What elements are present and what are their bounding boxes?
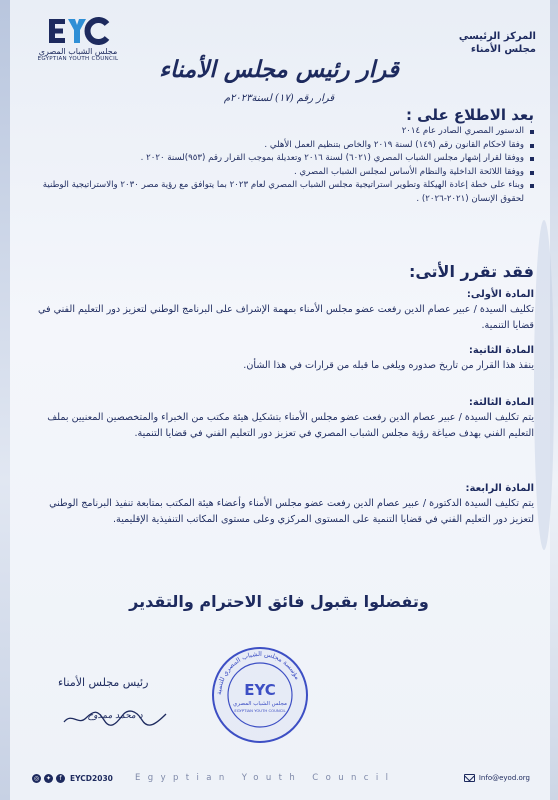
stamp-arabic-name: مجلس الشباب المصري [233,701,287,707]
header-department [459,30,536,56]
article-title: المادة الرابعة: [465,483,534,494]
preamble-item: الدستور المصري الصادر عام ٢٠١٤ [30,125,534,139]
social-handle: EYCD2030 [70,774,113,783]
document-title: قرار رئيس مجلس الأمناء [159,56,399,83]
logo-arabic-name: مجلس الشباب المصري [38,47,118,56]
article-4 [28,482,534,527]
decision-number: قرار رقم (١٧) لسنة٢٠٢٣م [223,93,335,104]
right-decorative-strip [550,0,558,800]
preamble-heading: بعد الاطلاع على : [405,106,534,124]
article-2 [28,344,534,374]
facebook-icon[interactable]: f [56,774,65,783]
header-line-2: مجلس الأمناء [470,44,536,55]
twitter-icon[interactable]: ✦ [45,775,52,782]
closing-greeting: وتفضلوا بقبول فائق الاحترام والتقدير [129,592,429,611]
article-text: يتم تكليف السيدة الدكتورة / عبير عصام الدين رفعت عضو مجلس الأمناء وأعضاء هيئة المكتب بمتابعة تنفيذ البرنامج الوطني لتعزيز دور التعليم الفني في قضايا التنمية على المستوى المركزي وعلى مستوى المكاتب التنفيذية الإقليمية. [49,498,534,525]
signatory-title: رئيس مجلس الأمناء [58,676,149,689]
decision-heading: فقد تقرر الأتى: [408,262,534,281]
signature-name: د محمد ممدوح [87,711,143,721]
preamble-list [30,125,534,206]
stamp-logo-mark: EYC [244,681,276,699]
logo-english-name: EGYPTIAN YOUTH COUNCIL [37,56,119,62]
stamp-ring-text: مؤسسة مجلس الشباب المصري للتنمية [214,649,302,696]
email-address[interactable]: Info@eyod.org [478,774,530,782]
article-3 [28,396,534,441]
article-title: المادة الثانية: [468,345,534,356]
article-title: المادة الأولى: [466,289,534,300]
mail-icon [464,774,475,782]
article-text: ينفذ هذا القرار من تاريخ صدوره ويلغى ما قبله من قرارات في هذا الشأن. [243,360,534,371]
footer [0,770,558,790]
preamble-item: وبناء على خطة إعادة الهيكلة وتطوير استراتيجية مجلس الشباب المصري لعام ٢٠٢٣ بما يتوافق مع رؤية مصر ٢٠٣٠ والاستراتيجية الوطنية لحقوق الإنسان (٢٠٢١-٢٠٢٦) . [30,179,534,206]
instagram-icon[interactable]: ◎ [33,775,40,782]
email-contact[interactable] [464,774,530,782]
stamp-english-name: EGYPTIAN YOUTH COUNCIL [234,708,286,713]
social-links [32,774,65,783]
preamble-item: ووفقا لقرار إشهار مجلس الشباب المصري (٦٠٢١) لسنة ٢٠١٦ وتعديلة بموجب القرار رقم (٩٥٣)لسنة ٢٠٢٠ . [30,152,534,166]
left-decorative-strip [0,0,10,800]
article-text: تكليف السيدة / عبير عصام الدين رفعت عضو مجلس الأمناء بمهمة الإشراف على البرنامج الوطني لتعزيز دور التعليم الفني في قضايا التنمية. [38,304,534,331]
article-1 [28,288,534,333]
article-title: المادة الثالثة: [468,397,534,408]
official-stamp [210,645,310,745]
header-line-1: المركز الرئيسي [458,31,536,42]
handwritten-signature [60,704,170,730]
article-text: يتم تكليف السيدة / عبير عصام الدين رفعت عضو مجلس الأمناء بتشكيل هيئة مكتب من الخبراء والمتخصصين المعنيين بملف التعليم الفني بهدف صياغة رؤية مجلس الشباب المصري في تعزيز دور التعليم الفني في قضايا التنمية. [47,412,534,439]
footer-tagline: Egyptian Youth Council [135,773,396,783]
preamble-item: ووفقا اللائحة الداخلية والنظام الأساس لمجلس الشباب المصري . [30,166,534,180]
preamble-item: وفقا لاحكام القانون رقم (١٤٩) لسنة ٢٠١٩ والخاص بتنظيم العمل الأهلي . [30,139,534,153]
eyc-logo-mark [41,16,115,46]
